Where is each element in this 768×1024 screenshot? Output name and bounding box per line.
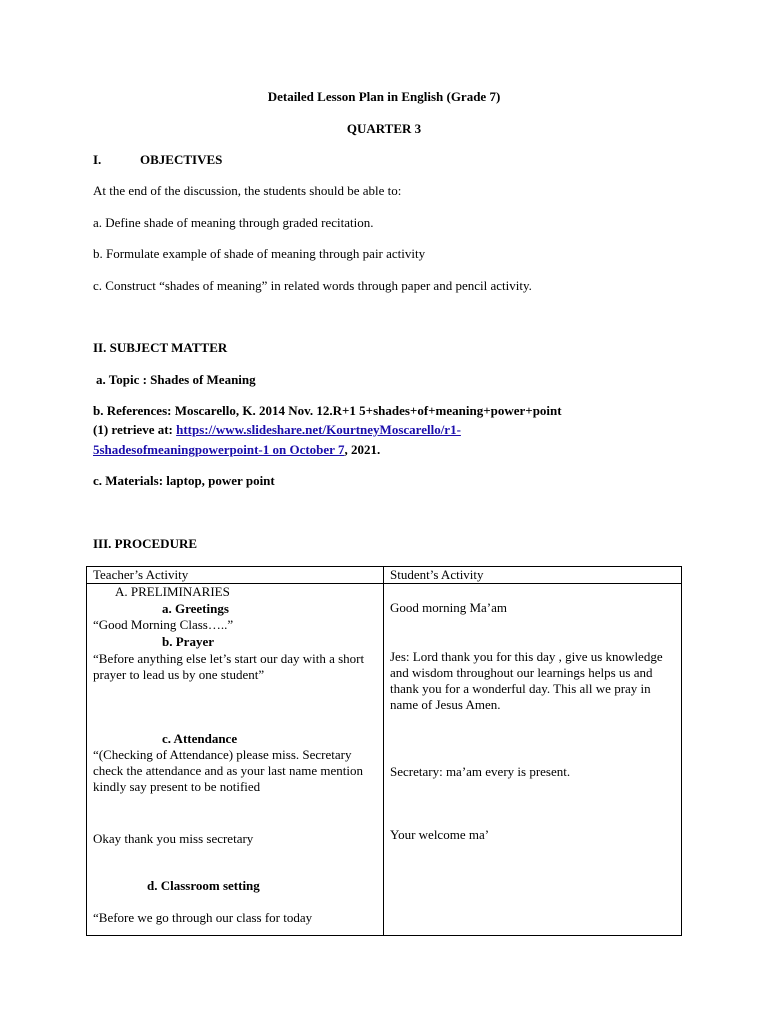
student-activity-header: Student’s Activity <box>384 567 682 584</box>
objective-item: a. Define shade of meaning through graded recitation. <box>93 215 374 230</box>
references-link-line <box>93 442 380 458</box>
references-line: b. References: Moscarello, K. 2014 Nov. 12.R+1 5+shades+of+meaning+power+point <box>93 403 562 418</box>
attendance-text: “(Checking of Attendance) please miss. Secretary check the attendance and as your last name mention kindly say present to be notified <box>93 747 364 794</box>
teacher-activity-header: Teacher’s Activity <box>87 567 384 584</box>
objectives-number: I. <box>93 152 102 167</box>
references-retrieve-line <box>93 422 461 438</box>
prayer-text: “Before anything else let’s start our day with a short prayer to lead us by one student” <box>93 651 365 682</box>
classroom-setting-label: d. Classroom setting <box>147 878 260 893</box>
reference-link[interactable]: https://www.slideshare.net/KourtneyMoscarello/r1- <box>176 422 461 437</box>
greetings-label: a. Greetings <box>162 601 229 616</box>
objective-item: b. Formulate example of shade of meaning through pair activity <box>93 246 426 261</box>
subject-matter-heading: II. SUBJECT MATTER <box>93 340 228 355</box>
prayer-reply: Jes: Lord thank you for this day , give us knowledge and wisdom throughout our learnings helps us and thank you for a wonderful day. This all we pray in name of Jesus Amen. <box>390 649 663 712</box>
objective-item: c. Construct “shades of meaning” in related words through paper and pencil activity. <box>93 278 532 293</box>
reference-link-continued[interactable]: 5shadesofmeaningpowerpoint-1 on October 7 <box>93 442 345 457</box>
references-retrieve: (1) retrieve at: <box>93 422 177 437</box>
attendance-label: c. Attendance <box>162 731 238 746</box>
objectives-heading: OBJECTIVES <box>140 152 223 167</box>
objectives-intro: At the end of the discussion, the students should be able to: <box>93 183 402 198</box>
attendance-reply: Secretary: ma’am every is present. <box>390 764 571 779</box>
materials-line: c. Materials: laptop, power point <box>93 473 275 488</box>
procedure-table-row <box>87 584 682 936</box>
document-title: Detailed Lesson Plan in English (Grade 7) <box>267 89 501 104</box>
procedure-heading: III. PROCEDURE <box>93 536 198 551</box>
preliminaries-label: A. PRELIMINARIES <box>115 584 230 599</box>
welcome-reply: Your welcome ma’ <box>390 827 490 842</box>
teacher-activity-cell <box>87 584 384 936</box>
procedure-table <box>86 566 682 936</box>
student-activity-cell <box>384 584 682 936</box>
topic-line: a. Topic : Shades of Meaning <box>96 372 256 387</box>
prayer-label: b. Prayer <box>162 634 214 649</box>
procedure-table-header <box>87 567 682 584</box>
greeting-reply: Good morning Ma’am <box>390 600 507 615</box>
classroom-setting-text: “Before we go through our class for today <box>93 910 313 925</box>
greetings-text: “Good Morning Class…..” <box>93 617 234 632</box>
quarter-label: QUARTER 3 <box>346 121 422 136</box>
thanks-text: Okay thank you miss secretary <box>93 831 254 846</box>
references-tail: , 2021. <box>344 442 381 457</box>
